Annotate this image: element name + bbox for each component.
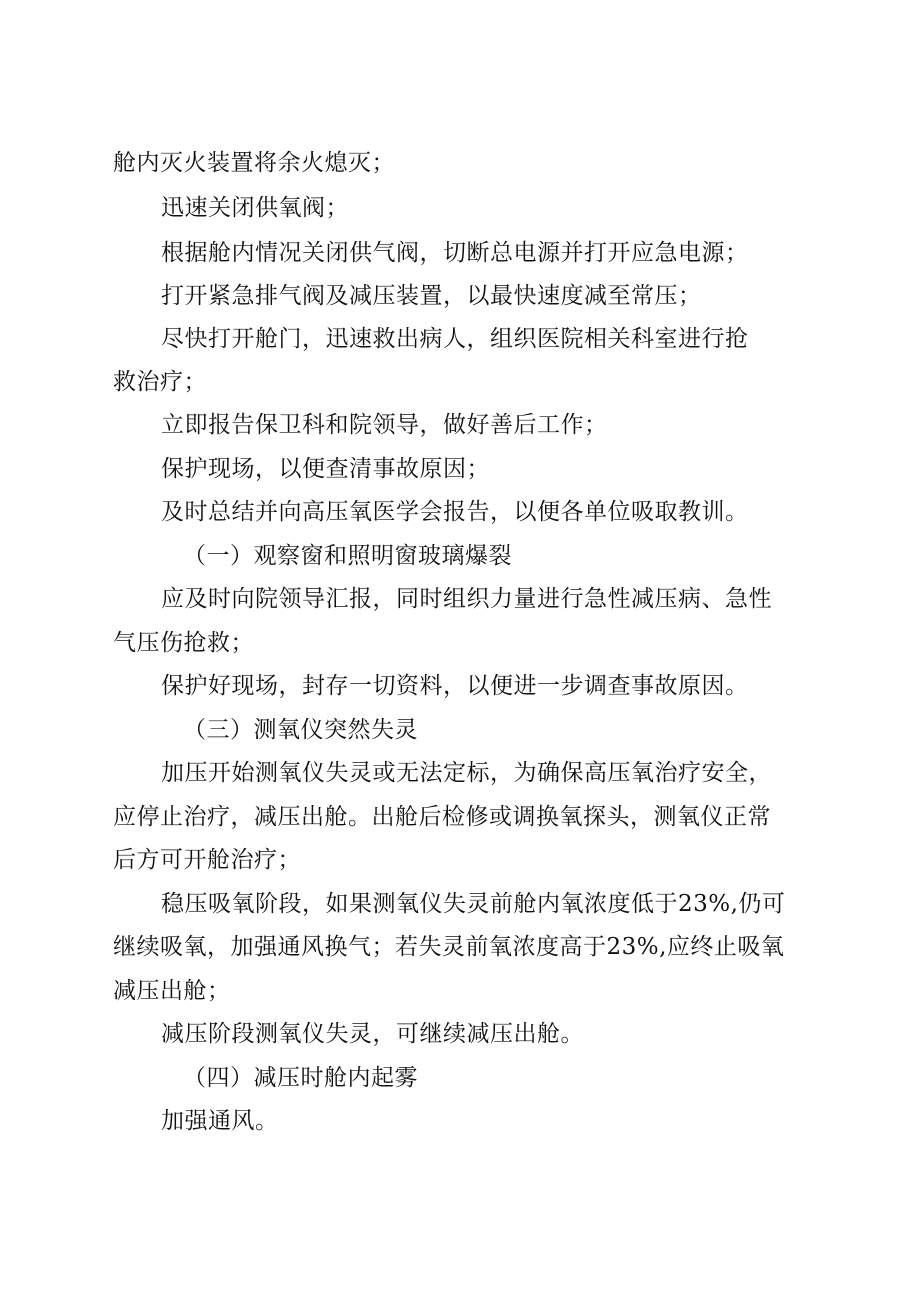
section-heading: （四）减压时舱内起雾 [183,1065,418,1091]
section-heading: （三）测氧仪突然失灵 [183,717,418,743]
text-line: 减压出舱； [113,978,231,1004]
text-line: 立即报告保卫科和院领导，做好善后工作； [161,412,608,438]
text-line: 保护好现场，封存一切资料，以便进一步调查事故原因。 [161,673,749,699]
text-line: 及时总结并向高压氧医学会报告，以便各单位吸取教训。 [161,499,749,525]
text-line: 保护现场，以便查清事故原因； [161,456,490,482]
text-line: 气压伤抢救； [113,630,254,656]
text-line: 打开紧急排气阀及减压装置，以最快速度减至常压； [161,283,702,309]
text-line: 根据舱内情况关闭供气阀，切断总电源并打开应急电源； [161,240,749,266]
text-line: 迅速关闭供氧阀； [161,195,349,221]
text-line: 加压开始测氧仪失灵或无法定标，为确保高压氧治疗安全， [161,760,772,786]
text-line: 应及时向院领导汇报，同时组织力量进行急性减压病、急性 [161,586,772,612]
text-line: 应停止治疗，减压出舱。出舱后检修或调换氧探头，测氧仪正常 [113,804,771,830]
section-heading: （一）观察窗和照明窗玻璃爆裂 [183,543,512,569]
text-line: 稳压吸氧阶段，如果测氧仪失灵前舱内氧浓度低于23%,仍可 [161,891,786,917]
text-line: 尽快打开舱门，迅速救出病人，组织医院相关科室进行抢 [161,326,749,352]
text-line: 后方可开舱治疗； [113,847,301,873]
text-line: 舱内灭火装置将余火熄灭； [113,150,395,176]
text-line: 救治疗； [113,369,207,395]
text-line: 减压阶段测氧仪失灵，可继续减压出舱。 [161,1021,584,1047]
text-line: 加强通风。 [161,1108,279,1134]
text-line: 继续吸氧，加强通风换气；若失灵前氧浓度高于23%,应终止吸氧 [113,934,785,960]
